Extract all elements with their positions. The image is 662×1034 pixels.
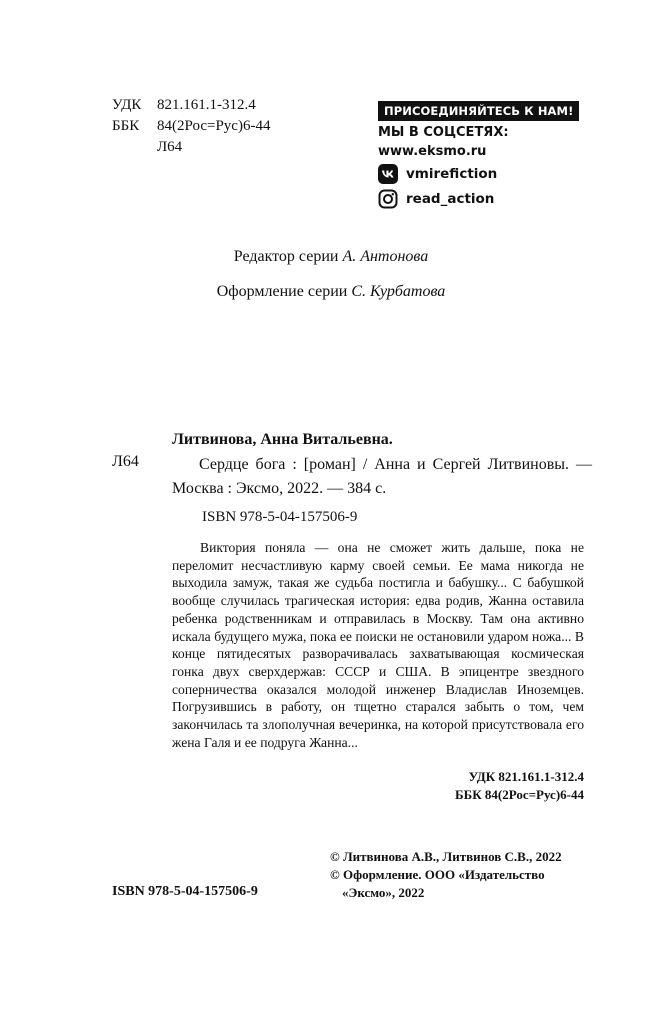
bbk-row bbox=[112, 116, 270, 137]
classification-codes bbox=[112, 95, 270, 158]
annotation-udk: УДК 821.161.1-312.4 bbox=[468, 769, 584, 784]
annotation bbox=[172, 539, 584, 751]
copyright-line-2: © Оформление. ООО «Издательство bbox=[330, 867, 545, 882]
instagram-handle: read_action bbox=[406, 191, 495, 207]
bib-description bbox=[172, 453, 592, 501]
bbk-value: 84(2Рос=Рус)6-44 bbox=[157, 118, 271, 134]
copyright-line-1: © Литвинова А.В., Литвинов С.В., 2022 bbox=[330, 849, 562, 864]
annotation-codes bbox=[420, 768, 584, 804]
instagram-icon bbox=[378, 189, 398, 209]
vk-row bbox=[378, 164, 579, 184]
annotation-bbk: ББК 84(2Рос=Рус)6-44 bbox=[455, 787, 584, 802]
udk-key: УДК bbox=[112, 97, 142, 113]
series-design-label: Оформление серии bbox=[216, 283, 348, 300]
instagram-row bbox=[378, 189, 579, 209]
series-editor-name: А. Антонова bbox=[342, 248, 429, 265]
author-mark-key bbox=[112, 137, 157, 158]
author-mark-value: Л64 bbox=[157, 139, 183, 155]
series-design-line bbox=[0, 283, 662, 301]
series-editor-label: Редактор серии bbox=[233, 248, 339, 265]
join-banner: ПРИСОЕДИНЯЙТЕСЬ К НАМ! bbox=[378, 101, 579, 121]
book-author: Литвинова, Анна Витальевна. bbox=[172, 431, 393, 448]
annotation-text: Виктория поняла — она не сможет жить дальше, пока не переломит несчастливую карму своей семьи. Ее мама никогда не выходила замуж, такая же судьба постигла и бабушку... С бабушкой вообще случилась трагическая история: едва родив, Жанна оставила ребенка родственникам и отправилась в Москву. Там она активно искала будущего мужа, пока ее поиски не остановили ударом ножа... В конце пятидесятых разворачивалась захватывающая космическая гонка двух сверхдержав: СССР и США. В эпицентре звездного соперничества оказался молодой инженер Владислав Иноземцев. Погрузившись в работу, он тщетно старался забыть о том, чем закончилась та злополучная вечеринка, на которой присутствовала его жена Галя и ее подруга Жанна... bbox=[172, 540, 584, 750]
vk-icon bbox=[378, 164, 398, 184]
bbk-key: ББК bbox=[112, 118, 140, 134]
bib-isbn: ISBN 978-5-04-157506-9 bbox=[202, 509, 358, 525]
social-subtitle: МЫ В СОЦСЕТЯХ: bbox=[378, 125, 509, 140]
copyright-line-3: «Эксмо», 2022 bbox=[342, 885, 425, 900]
social-block bbox=[378, 100, 579, 209]
bib-description-text: Сердце бога : [роман] / Анна и Сергей Литвиновы. — Москва : Эксмо, 2022. — 384 с. bbox=[172, 456, 592, 497]
vk-handle: vmirefiction bbox=[406, 166, 498, 182]
udk-row bbox=[112, 95, 270, 116]
series-design-name: С. Курбатова bbox=[351, 283, 446, 300]
author-mark-row bbox=[112, 137, 270, 158]
series-editor-line bbox=[0, 248, 662, 266]
copyright-block bbox=[330, 848, 562, 902]
website-link: www.eksmo.ru bbox=[378, 144, 487, 159]
udk-value: 821.161.1-312.4 bbox=[157, 97, 256, 113]
bib-index: Л64 bbox=[112, 453, 139, 470]
isbn-footer: ISBN 978-5-04-157506-9 bbox=[112, 884, 258, 899]
